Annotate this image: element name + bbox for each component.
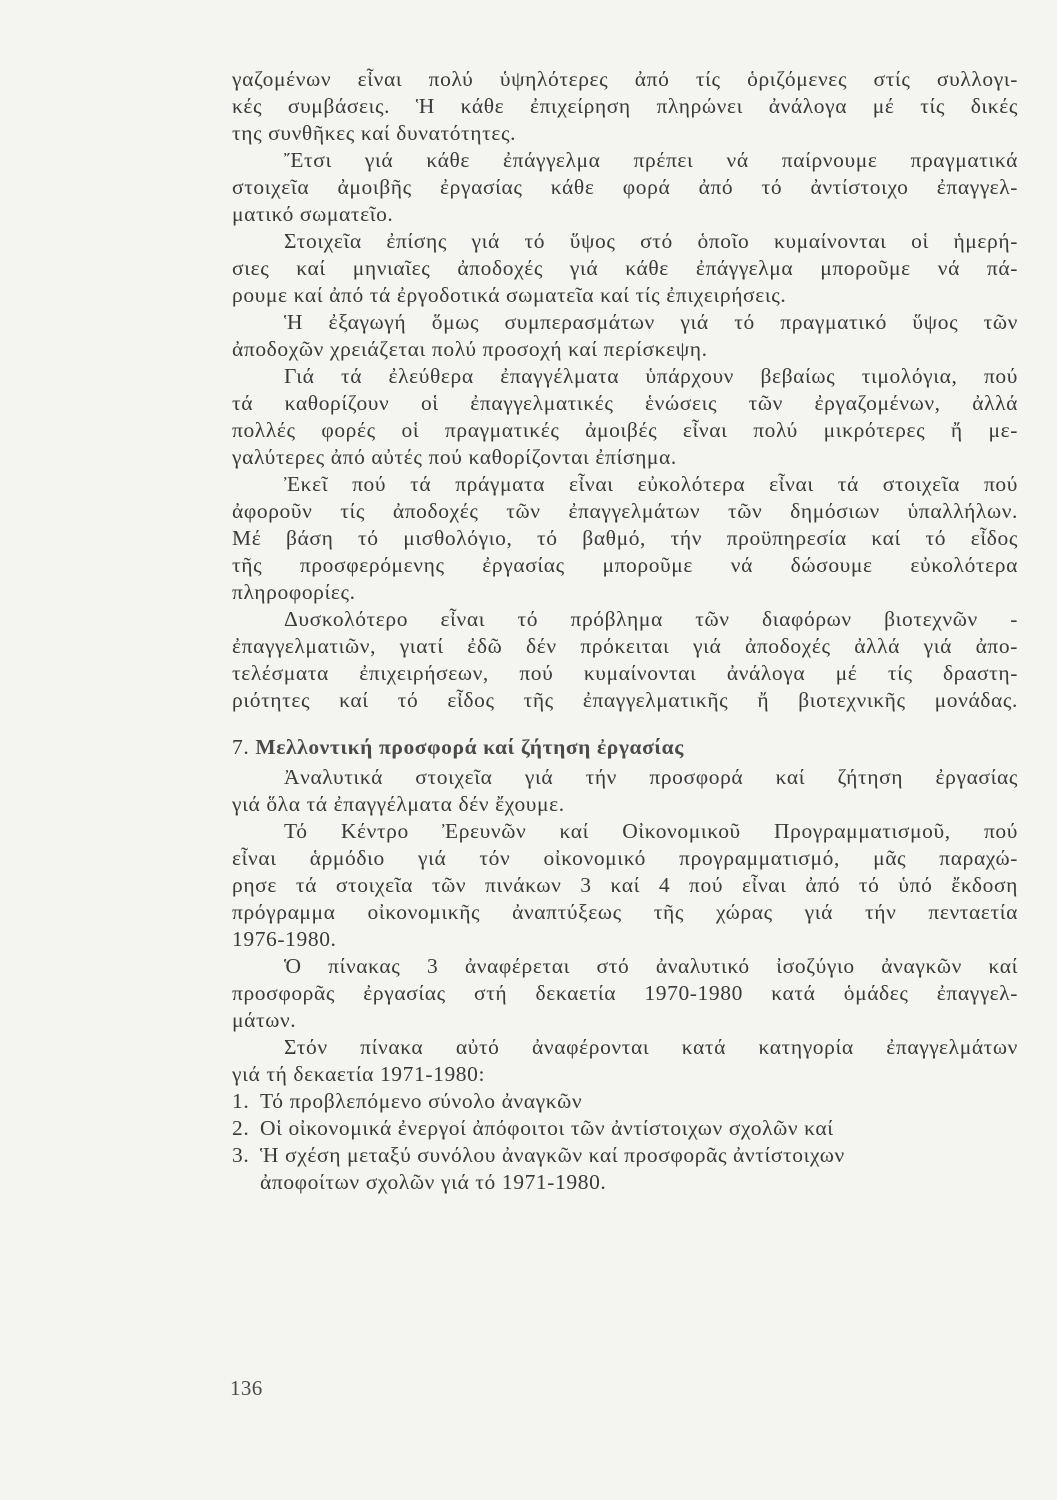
text-line: Δυσκολότερο εἶναι τό πρόβλημα τῶν διαφόρων βιοτεχνῶν - xyxy=(284,607,1018,631)
section-gap xyxy=(232,714,1018,730)
list-item-number: 1. xyxy=(232,1089,250,1113)
text-line: σιες καί μηνιαῖες ἀποδοχές γιά κάθε ἐπάγγελμα μποροῦμε νά πά- xyxy=(232,256,1018,280)
text-line: Ἡ ἐξαγωγή ὅμως συμπερασμάτων γιά τό πραγματικό ὕψος τῶν xyxy=(284,310,1018,334)
text-line: τῆς προσφερόμενης ἐργασίας μποροῦμε νά δώσουμε εὐκολότερα xyxy=(232,553,1018,577)
text-line: της συνθῆκες καί δυνατότητες. xyxy=(232,121,517,145)
text-line: εἶναι ἁρμόδιο γιά τόν οἰκονομικό προγραμματισμό, μᾶς παραχώ- xyxy=(232,846,1018,870)
text-line: τελέσματα ἐπιχειρήσεων, πού κυμαίνονται ἀνάλογα μέ τίς δραστη- xyxy=(232,661,1018,685)
body-text xyxy=(232,66,1018,1196)
list-item-number: 2. xyxy=(232,1116,250,1140)
list-item-number: 3. xyxy=(232,1143,250,1167)
text-line: κές συμβάσεις. Ἡ κάθε ἐπιχείρηση πληρώνει ἀνάλογα μέ τίς δικές xyxy=(232,94,1018,118)
page-number: 136 xyxy=(230,1376,263,1400)
section-heading xyxy=(232,730,1018,764)
text-line: ἀφοροῦν τίς ἀποδοχές τῶν ἐπαγγελμάτων τῶν δημόσιων ὑπαλλήλων. xyxy=(232,499,1018,523)
list-item xyxy=(232,1088,1018,1115)
text-line: ἐπαγγελματιῶν, γιατί ἐδῶ δέν πρόκειται γιά ἀποδοχές ἀλλά γιά ἀπο- xyxy=(232,634,1018,658)
list-continuation: ἀποφοίτων σχολῶν γιά τό 1971-1980. xyxy=(260,1170,607,1194)
text-line: πρόγραμμα οἰκονομικῆς ἀναπτύξεως τῆς χώρας γιά τήν πενταετία xyxy=(232,900,1018,924)
text-line: γιά ὅλα τά ἐπαγγέλματα δέν ἔχουμε. xyxy=(232,792,565,816)
text-line: τά καθορίζουν οἱ ἐπαγγελματικές ἑνώσεις τῶν ἐργαζομένων, ἀλλά xyxy=(232,391,1018,415)
section-income-data xyxy=(232,66,1018,714)
text-line: προσφορᾶς ἐργασίας στή δεκαετία 1970-1980 κατά ὁμάδες ἐπαγγελ- xyxy=(232,981,1018,1005)
numbered-list xyxy=(232,1088,1018,1169)
text-line: ριότητες καί τό εἶδος τῆς ἐπαγγελματικῆς ἤ βιοτεχνικῆς μονάδας. xyxy=(232,688,1018,712)
list-item-text: Τό προβλεπόμενο σύνολο ἀναγκῶν xyxy=(260,1089,583,1113)
text-line: Στοιχεῖα ἐπίσης γιά τό ὕψος στό ὁποῖο κυμαίνονται οἱ ἡμερή- xyxy=(284,229,1018,253)
text-line: 1976-1980. xyxy=(232,927,337,951)
section-future-supply-demand xyxy=(232,764,1018,1088)
section-title: Μελλοντική προσφορά καί ζήτηση ἐργασίας xyxy=(255,735,684,759)
list-item-text: Ἡ σχέση μεταξύ συνόλου ἀναγκῶν καί προσφορᾶς ἀντίστοιχων xyxy=(260,1143,845,1167)
text-line: μάτων. xyxy=(232,1008,297,1032)
section-number: 7. xyxy=(232,735,250,759)
text-line: στοιχεῖα ἀμοιβῆς ἐργασίας κάθε φορά ἀπό τό ἀντίστοιχο ἐπαγγελ- xyxy=(232,175,1018,199)
text-line: Γιά τά ἐλεύθερα ἐπαγγέλματα ὑπάρχουν βεβαίως τιμολόγια, πού xyxy=(284,364,1018,388)
text-line: γιά τή δεκαετία 1971-1980: xyxy=(232,1062,486,1086)
text-line: γαζομένων εἶναι πολύ ὑψηλότερες ἀπό τίς ὁριζόμενες στίς συλλογι- xyxy=(232,67,1018,91)
text-line: Ἐκεῖ πού τά πράγματα εἶναι εὐκολότερα εἶναι τά στοιχεῖα πού xyxy=(284,472,1018,496)
list-item-text: Οἱ οἰκονομικά ἐνεργοί ἀπόφοιτοι τῶν ἀντίστοιχων σχολῶν καί xyxy=(260,1116,834,1140)
text-line: ἀποδοχῶν χρειάζεται πολύ προσοχή καί περίσκεψη. xyxy=(232,337,708,361)
list-item xyxy=(232,1142,1018,1169)
text-line: Τό Κέντρο Ἐρευνῶν καί Οἰκονομικοῦ Προγραμματισμοῦ, πού xyxy=(284,819,1018,843)
text-line: Μέ βάση τό μισθολόγιο, τό βαθμό, τήν προϋπηρεσία καί τό εἶδος xyxy=(232,526,1018,550)
text-line: Ἔτσι γιά κάθε ἐπάγγελμα πρέπει νά παίρνουμε πραγματικά xyxy=(284,148,1018,172)
text-line: πληροφορίες. xyxy=(232,580,356,604)
text-line: ματικό σωματεῖο. xyxy=(232,202,394,226)
text-line: Στόν πίνακα αὐτό ἀναφέρονται κατά κατηγορία ἐπαγγελμάτων xyxy=(284,1035,1018,1059)
text-line: Ὁ πίνακας 3 ἀναφέρεται στό ἀναλυτικό ἰσοζύγιο ἀναγκῶν καί xyxy=(284,954,1018,978)
text-line: γαλύτερες ἀπό αὐτές πού καθορίζονται ἐπίσημα. xyxy=(232,445,677,469)
text-line: Ἀναλυτικά στοιχεῖα γιά τήν προσφορά καί ζήτηση ἐργασίας xyxy=(284,765,1018,789)
list-item xyxy=(232,1115,1018,1142)
text-line: πολλές φορές οἱ πραγματικές ἀμοιβές εἶναι πολύ μικρότερες ἤ με- xyxy=(232,418,1018,442)
text-line: ρησε τά στοιχεῖα τῶν πινάκων 3 καί 4 πού εἶναι ἀπό τό ὑπό ἔκδοση xyxy=(232,873,1018,897)
text-line: ρουμε καί ἀπό τά ἐργοδοτικά σωματεῖα καί τίς ἐπιχειρήσεις. xyxy=(232,283,787,307)
